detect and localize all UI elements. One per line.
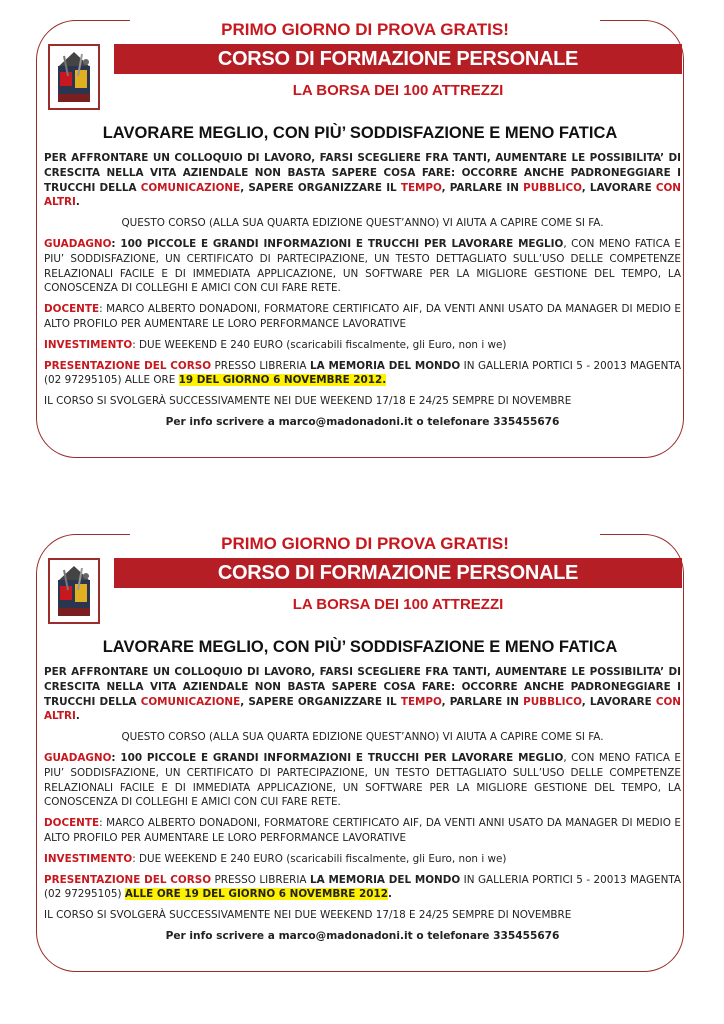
presentazione-text: IN GALLERIA PORTICI 5 - 20013 MAGENTA (02 97295105) [44,873,681,901]
docente-text: : MARCO ALBERTO DONADONI, FORMATORE CERTIFICATO AIF, DA VENTI ANNI USATO DA MANAGER DI MEDIO E ALTO PROFILO PER AUMENTARE LE LORO PERFORMANCE LAVORATIVE [44,303,681,330]
presentazione-paragraph [44,873,681,903]
intro-text: , SAPERE ORGANIZZARE IL [240,181,401,194]
investimento-text: : DUE WEEKEND E 240 EURO (scaricabili fiscalmente, gli Euro, non i we) [132,338,507,351]
docente-paragraph [44,302,681,332]
presentazione-paragraph [44,359,681,389]
intro-text: , LAVORARE [581,181,656,194]
investimento-paragraph [44,338,681,353]
investimento-label: INVESTIMENTO [44,338,133,351]
guadagno-paragraph [44,237,681,296]
date-highlight: ALLE ORE 19 DEL GIORNO 6 NOVEMBRE 2012 [124,888,388,901]
intro-text: , SAPERE ORGANIZZARE IL [240,695,401,708]
flyer-body [44,151,681,436]
edition-line: QUESTO CORSO (ALLA SUA QUARTA EDIZIONE QUEST’ANNO) VI AIUTA A CAPIRE COME SI FA. [121,217,604,230]
course-title-bar: CORSO DI FORMAZIONE PERSONALE [114,44,682,74]
flyer-body [44,665,681,950]
presentazione-text: PRESSO LIBRERIA [211,873,311,886]
intro-text: PER AFFRONTARE UN COLLOQUIO DI LAVORO, FARSI SCEGLIERE FRA TANTI, AUMENTARE LE POSSIBILITA’ DI CRESCITA NELLA VITA AZIENDALE NON BASTA SAPERE COSA FARE: OCCORRE ANCHE PADRONEGGIARE I TRUCCHI DELLA [44,152,681,194]
presentazione-text: PRESSO LIBRERIA [211,359,311,372]
keyword-pubblico: PUBBLICO [523,695,582,708]
bookstore-name: LA MEMORIA DEL MONDO [310,359,461,372]
guadagno-paragraph [44,751,681,810]
keyword-comunicazione: COMUNICAZIONE [140,181,241,194]
intro-paragraph [44,151,681,210]
schedule-line: IL CORSO SI SVOLGERÀ SUCCESSIVAMENTE NEI DUE WEEKEND 17/18 E 24/25 SEMPRE DI NOVEMBRE [44,909,572,922]
intro-text: , LAVORARE [581,695,656,708]
investimento-label: INVESTIMENTO [44,852,133,865]
keyword-tempo: TEMPO [400,695,442,708]
intro-paragraph [44,665,681,724]
docente-text: : MARCO ALBERTO DONADONI, FORMATORE CERTIFICATO AIF, DA VENTI ANNI USATO DA MANAGER DI MEDIO E ALTO PROFILO PER AUMENTARE LE LORO PERFORMANCE LAVORATIVE [44,817,681,844]
headline: LAVORARE MEGLIO, CON PIÙ’ SODDISFAZIONE E MENO FATICA [102,638,618,656]
keyword-con-altri: CON ALTRI [44,181,681,209]
toolbag-logo-icon [48,44,100,110]
free-trial-banner: PRIMO GIORNO DI PROVA GRATIS! [130,533,600,555]
docente-label: DOCENTE [44,817,100,830]
flyer-2 [0,522,724,992]
free-trial-banner: PRIMO GIORNO DI PROVA GRATIS! [130,19,600,41]
guadagno-text: , CON MENO FATICA E PIU’ SODDISFAZIONE, UN CERTIFICATO DI PARTECIPAZIONE, UN TESTO DETTAGLIATO SULL’USO DELLE COMPETENZE RELAZIONALI FACILE E DI IMMEDIATA APPLICAZIONE, UN SOFTWARE PER LA MIGLIORE GESTIONE DEL TEMPO, LA CONOSCENZA DI COLLEGHI E AMICI CON CUI FARE RETE. [44,237,681,295]
docente-label: DOCENTE [44,303,100,316]
intro-text: . [75,710,80,723]
presentazione-end: . [387,888,392,901]
course-title-bar: CORSO DI FORMAZIONE PERSONALE [114,558,682,588]
presentazione-label: PRESENTAZIONE DEL CORSO [44,873,212,886]
edition-line: QUESTO CORSO (ALLA SUA QUARTA EDIZIONE QUEST’ANNO) VI AIUTA A CAPIRE COME SI FA. [121,731,604,744]
intro-text: PER AFFRONTARE UN COLLOQUIO DI LAVORO, FARSI SCEGLIERE FRA TANTI, AUMENTARE LE POSSIBILITA’ DI CRESCITA NELLA VITA AZIENDALE NON BASTA SAPERE COSA FARE: OCCORRE ANCHE PADRONEGGIARE I TRUCCHI DELLA [44,666,681,708]
intro-text: , PARLARE IN [441,695,524,708]
investimento-paragraph [44,852,681,867]
flyer-1 [0,8,724,478]
presentazione-text: IN GALLERIA PORTICI 5 - 20013 MAGENTA (02 97295105) ALLE ORE [44,359,681,387]
headline: LAVORARE MEGLIO, CON PIÙ’ SODDISFAZIONE E MENO FATICA [102,124,618,142]
schedule-line: IL CORSO SI SVOLGERÀ SUCCESSIVAMENTE NEI DUE WEEKEND 17/18 E 24/25 SEMPRE DI NOVEMBRE [44,395,572,408]
contact-info: Per info scrivere a marco@madonadoni.it o telefonare 335455676 [165,415,560,428]
guadagno-bold: : 100 PICCOLE E GRANDI INFORMAZIONI E TRUCCHI PER LAVORARE MEGLIO [111,237,564,250]
keyword-pubblico: PUBBLICO [523,181,582,194]
guadagno-label: GUADAGNO [44,237,112,250]
keyword-tempo: TEMPO [400,181,442,194]
keyword-con-altri: CON ALTRI [44,695,681,723]
intro-text: . [75,196,80,209]
course-subtitle: LA BORSA DEI 100 ATTREZZI [292,82,504,99]
date-highlight: 19 DEL GIORNO 6 NOVEMBRE 2012. [178,374,387,387]
guadagno-label: GUADAGNO [44,751,112,764]
presentazione-label: PRESENTAZIONE DEL CORSO [44,359,212,372]
guadagno-text: , CON MENO FATICA E PIU’ SODDISFAZIONE, UN CERTIFICATO DI PARTECIPAZIONE, UN TESTO DETTAGLIATO SULL’USO DELLE COMPETENZE RELAZIONALI FACILE E DI IMMEDIATA APPLICAZIONE, UN SOFTWARE PER LA MIGLIORE GESTIONE DEL TEMPO, LA CONOSCENZA DI COLLEGHI E AMICI CON CUI FARE RETE. [44,751,681,809]
investimento-text: : DUE WEEKEND E 240 EURO (scaricabili fiscalmente, gli Euro, non i we) [132,852,507,865]
keyword-comunicazione: COMUNICAZIONE [140,695,241,708]
docente-paragraph [44,816,681,846]
bookstore-name: LA MEMORIA DEL MONDO [310,873,461,886]
guadagno-bold: : 100 PICCOLE E GRANDI INFORMAZIONI E TRUCCHI PER LAVORARE MEGLIO [111,751,564,764]
toolbag-logo-icon [48,558,100,624]
contact-info: Per info scrivere a marco@madonadoni.it o telefonare 335455676 [165,929,560,942]
course-subtitle: LA BORSA DEI 100 ATTREZZI [292,596,504,613]
intro-text: , PARLARE IN [441,181,524,194]
